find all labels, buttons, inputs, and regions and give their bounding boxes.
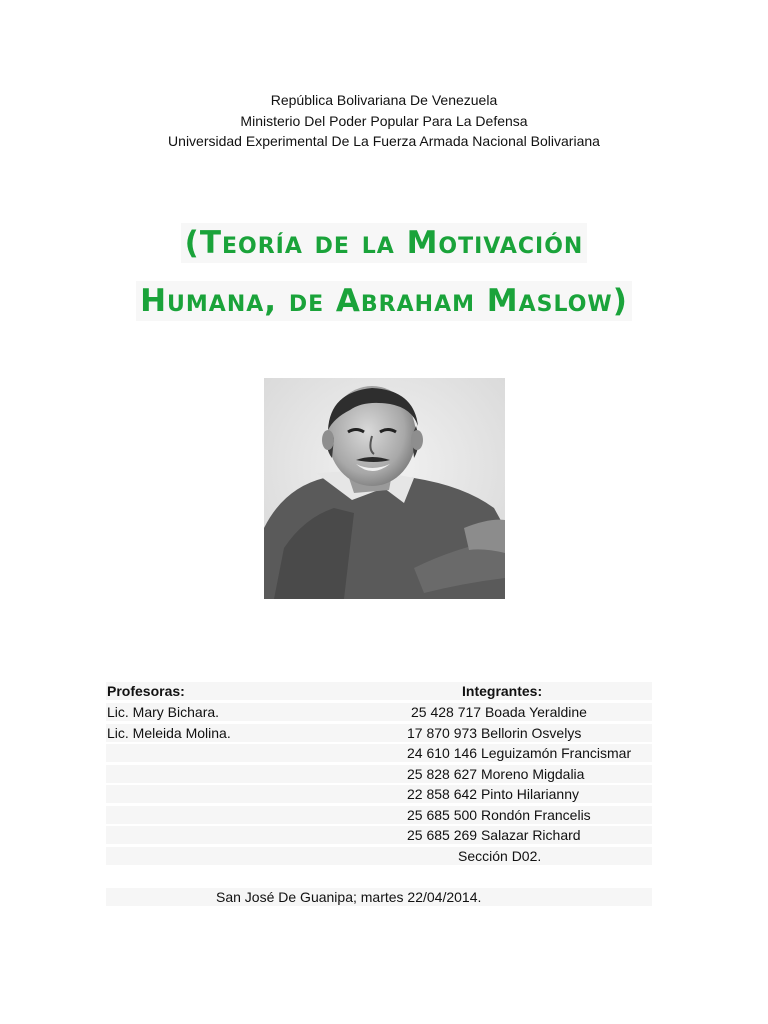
place-date-row — [106, 888, 652, 906]
table-row — [106, 765, 652, 783]
place-date: San José De Guanipa; martes 22/04/2014. — [216, 889, 482, 905]
table-header-row — [106, 682, 652, 700]
document-title-line-2 — [0, 283, 768, 319]
title-text-2: Humana, de Abraham Maslow) — [136, 281, 632, 321]
integrante-entry: 25 428 717 Boada Yeraldine — [411, 704, 587, 720]
table-row — [106, 724, 652, 742]
institution-header — [0, 90, 768, 152]
header-university: Universidad Experimental De La Fuerza Armada Nacional Bolivariana — [168, 133, 600, 149]
integrante-entry: 17 870 973 Bellorin Osvelys — [407, 725, 582, 741]
title-text-1: (Teoría de la Motivación — [181, 223, 588, 263]
profesoras-heading: Profesoras: — [107, 683, 185, 699]
section-label: Sección D02. — [458, 848, 542, 864]
profesora-name: Lic. Mary Bichara. — [107, 704, 220, 720]
header-country: República Bolivariana De Venezuela — [270, 92, 498, 108]
header-ministry: Ministerio Del Poder Popular Para La Defensa — [240, 112, 528, 129]
table-row — [106, 826, 652, 844]
portrait-image — [264, 378, 505, 599]
portrait-photo — [264, 378, 505, 599]
integrante-entry: 25 685 269 Salazar Richard — [407, 827, 581, 843]
profesora-name: Lic. Meleida Molina. — [107, 725, 231, 741]
table-row — [106, 744, 652, 762]
table-row — [106, 847, 652, 865]
integrante-entry: 22 858 642 Pinto Hilarianny — [407, 786, 580, 802]
table-row — [106, 703, 652, 721]
integrante-entry: 24 610 146 Leguizamón Francismar — [407, 745, 632, 761]
document-title-line-1 — [0, 225, 768, 261]
integrante-entry: 25 685 500 Rondón Francelis — [407, 807, 591, 823]
integrantes-heading: Integrantes: — [462, 683, 543, 699]
table-row — [106, 785, 652, 803]
table-row — [106, 806, 652, 824]
integrante-entry: 25 828 627 Moreno Migdalia — [407, 766, 585, 782]
